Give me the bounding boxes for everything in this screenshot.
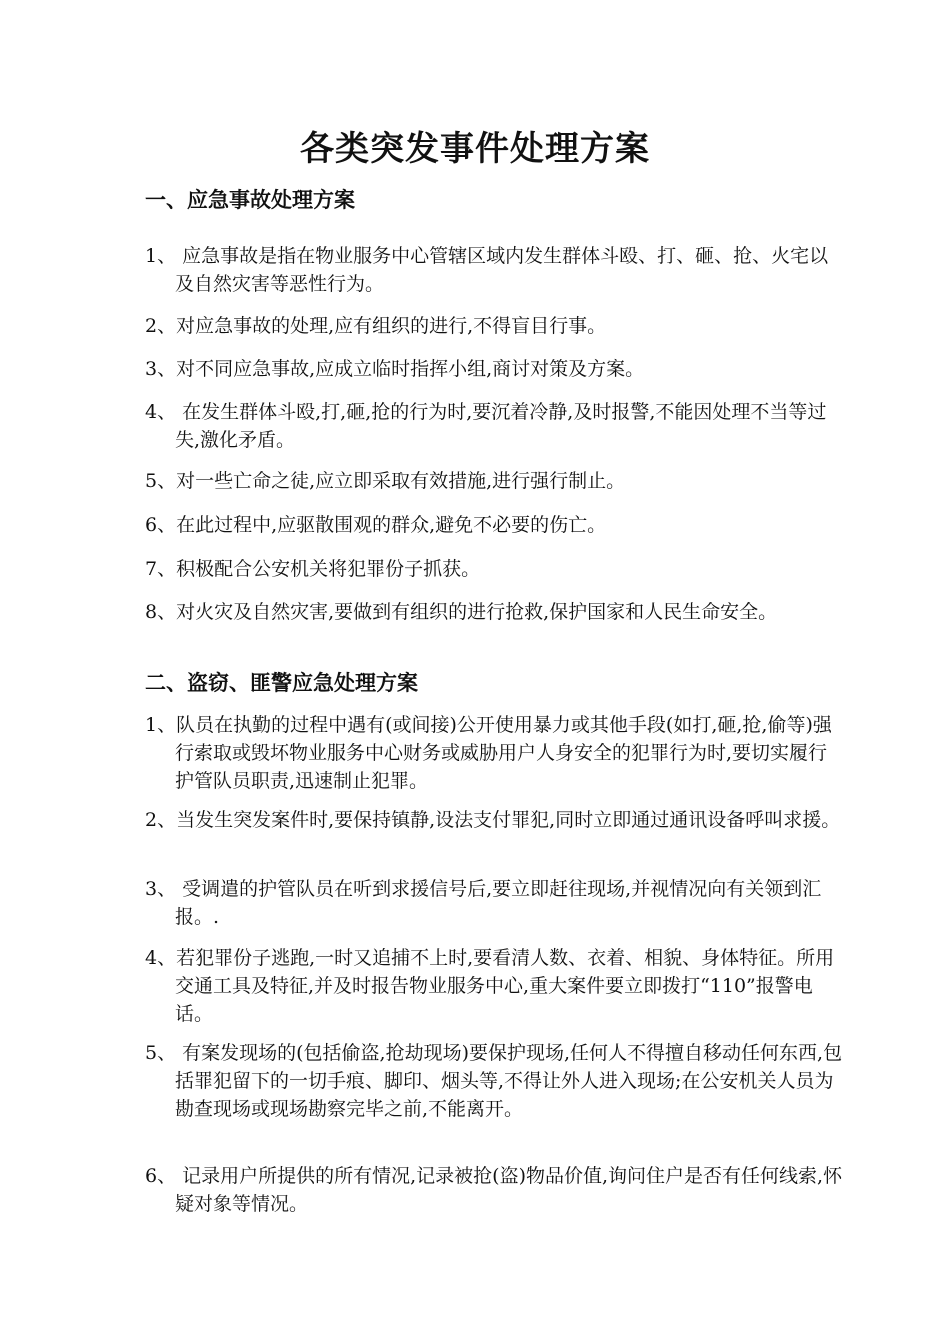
list-item [145,242,845,298]
item-text: 若犯罪份子逃跑,一时又追捕不上时,要看清人数、衣着、相貌、身体特征。所用交通工具及特征,并及时报告物业服务中心,重大案件要立即拨打“110”报警电话。 [175,947,835,1025]
list-item [145,355,845,383]
item-number: 5、 [145,1042,177,1064]
item-number: 5、 [145,470,177,492]
item-text: 队员在执勤的过程中遇有(或间接)公开使用暴力或其他手段(如打,砸,抢,偷等)强行索取或毁坏物业服务中心财务或威胁用户人身安全的犯罪行为时,要切实履行护管队员职责,迅速制止犯罪。 [175,714,832,792]
list-item [145,555,845,583]
list-item [145,398,845,454]
item-number: 3、 [145,878,177,900]
item-number: 2、 [145,315,177,337]
item-number: 8、 [145,601,177,623]
list-item [145,598,845,626]
list-item [145,467,845,495]
section-heading-emergency: 一、应急事故处理方案 [145,187,355,212]
item-text: 应急事故是指在物业服务中心管辖区域内发生群体斗殴、打、砸、抢、火宅以及自然灾害等恶性行为。 [175,245,829,295]
item-text: 在此过程中,应驱散围观的群众,避免不必要的伤亡。 [176,514,607,536]
item-text: 对不同应急事故,应成立临时指挥小组,商讨对策及方案。 [176,358,645,380]
item-text: 对火灾及自然灾害,要做到有组织的进行抢救,保护国家和人民生命安全。 [176,601,778,623]
list-item [145,1162,845,1218]
list-item [145,711,845,795]
item-number: 4、 [145,947,177,969]
item-text: 当发生突发案件时,要保持镇静,设法支付罪犯,同时立即通过通讯设备呼叫求援。 [176,809,841,831]
item-number: 7、 [145,558,177,580]
list-item [145,806,845,834]
item-text: 记录用户所提供的所有情况,记录被抢(盗)物品价值,询问住户是否有任何线索,怀疑对象等情况。 [175,1165,843,1215]
item-text: 受调遣的护管队员在听到求援信号后,要立即赶往现场,并视情况向有关领到汇报。. [175,878,822,928]
item-text: 在发生群体斗殴,打,砸,抢的行为时,要沉着冷静,及时报警,不能因处理不当等过失,激化矛盾。 [175,401,827,451]
list-item [145,944,845,1028]
list-item [145,312,845,340]
item-text: 对一些亡命之徒,应立即采取有效措施,进行强行制止。 [176,470,626,492]
item-number: 6、 [145,514,177,536]
item-text: 有案发现场的(包括偷盗,抢劫现场)要保护现场,任何人不得擅自移动任何东西,包括罪犯留下的一切手痕、脚印、烟头等,不得让外人进入现场;在公安机关人员为勘查现场或现场勘察完毕之前,不能离开。 [175,1042,843,1120]
item-number: 2、 [145,809,177,831]
item-text: 对应急事故的处理,应有组织的进行,不得盲目行事。 [176,315,607,337]
item-number: 1、 [145,245,177,267]
item-number: 4、 [145,401,177,423]
item-number: 1、 [145,714,177,736]
list-item [145,875,845,931]
item-text: 积极配合公安机关将犯罪份子抓获。 [176,558,481,580]
list-item [145,511,845,539]
section-heading-theft: 二、盗窃、匪警应急处理方案 [145,670,418,695]
document-title: 各类突发事件处理方案 [300,129,650,169]
item-number: 3、 [145,358,177,380]
list-item [145,1039,845,1123]
item-number: 6、 [145,1165,177,1187]
